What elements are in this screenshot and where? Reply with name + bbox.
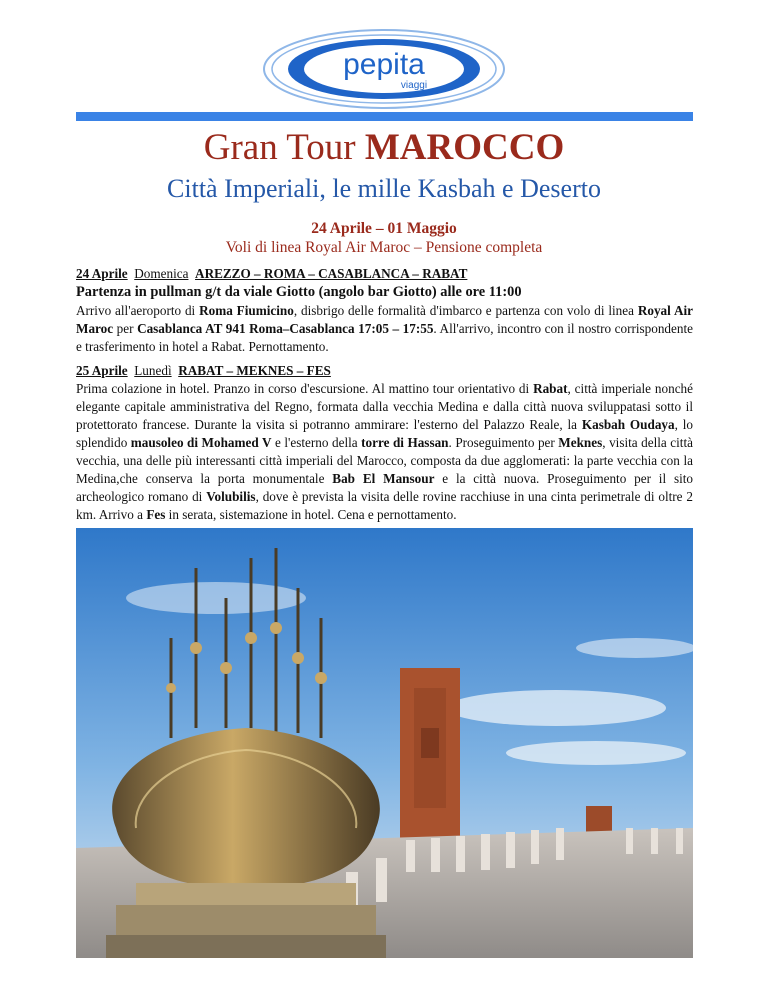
title-plain: Gran Tour: [203, 127, 365, 168]
hassan-tower-photo: [76, 528, 693, 958]
title-bold: MAROCCO: [364, 127, 565, 168]
logo-sub: viaggi: [400, 80, 428, 91]
day2-text: Prima colazione in hotel. Pranzo in corso d'escursione. Al mattino tour orientativo di Rabat, città imperiale nonché elegante capitale amministrativa del Regno, formata dalla vecchia Medina e dalla città nuova sviluppatasi sotto il protettorato francese. Durante la visita si potranno ammirare: l'esterno del Palazzo Reale, la Kasbah Oudaya, lo splendido mausoleo di Mohamed V e l'esterno della torre di Hassan. Proseguimento per Meknes, visita della città vecchia, una delle più interessanti città imperiali del Marocco, composta da due agglomerati: la parte vecchia con la Medina,che conserva la porta monumentale Bab El Mansour e la città nuova. Proseguimento per il sito archeologico romano di Volubilis, dove è prevista la visita delle rovine racchiuse in una cinta perimetrale di oltre 2 km. Arrivo a Fes in serata, sistemazione in hotel. Cena e pernottamento.: [76, 381, 694, 522]
day2-date: 25 Aprile: [76, 363, 128, 378]
day1-heading: [76, 265, 693, 283]
day1-route: AREZZO – ROMA – CASABLANCA – RABAT: [195, 266, 468, 281]
day2-heading: [76, 362, 693, 380]
page-subtitle: Città Imperiali, le mille Kasbah e Deserto: [167, 174, 601, 203]
day2-route: RABAT – MEKNES – FES: [178, 363, 331, 378]
day1-date: 24 Aprile: [76, 266, 128, 281]
day2-weekday: Lunedì: [134, 363, 172, 378]
tour-dates: 24 Aprile – 01 Maggio: [311, 220, 457, 237]
flights-info: Voli di linea Royal Air Maroc – Pensione completa: [225, 239, 543, 256]
pepita-logo: [262, 28, 506, 110]
day1-departure: Partenza in pullman g/t da viale Giotto (angolo bar Giotto) alle ore 11:00: [76, 284, 522, 300]
logo-graphic: [262, 28, 506, 110]
itinerary: [76, 265, 693, 530]
day1-text: Arrivo all'aeroporto di Roma Fiumicino, disbrigo delle formalità d'imbarco e partenza con volo di linea Royal Air Maroc per Casablanca AT 941 Roma–Casablanca 17:05 – 17:55. All'arrivo, incontro con il nostro corrispondente e trasferimento in hotel a Rabat. Pernottamento.: [76, 303, 693, 354]
day1-weekday: Domenica: [134, 266, 189, 281]
page-title: [0, 124, 768, 172]
header-divider: [76, 112, 693, 121]
photo-illustration: [76, 528, 693, 958]
logo-name: pepita: [343, 48, 425, 81]
